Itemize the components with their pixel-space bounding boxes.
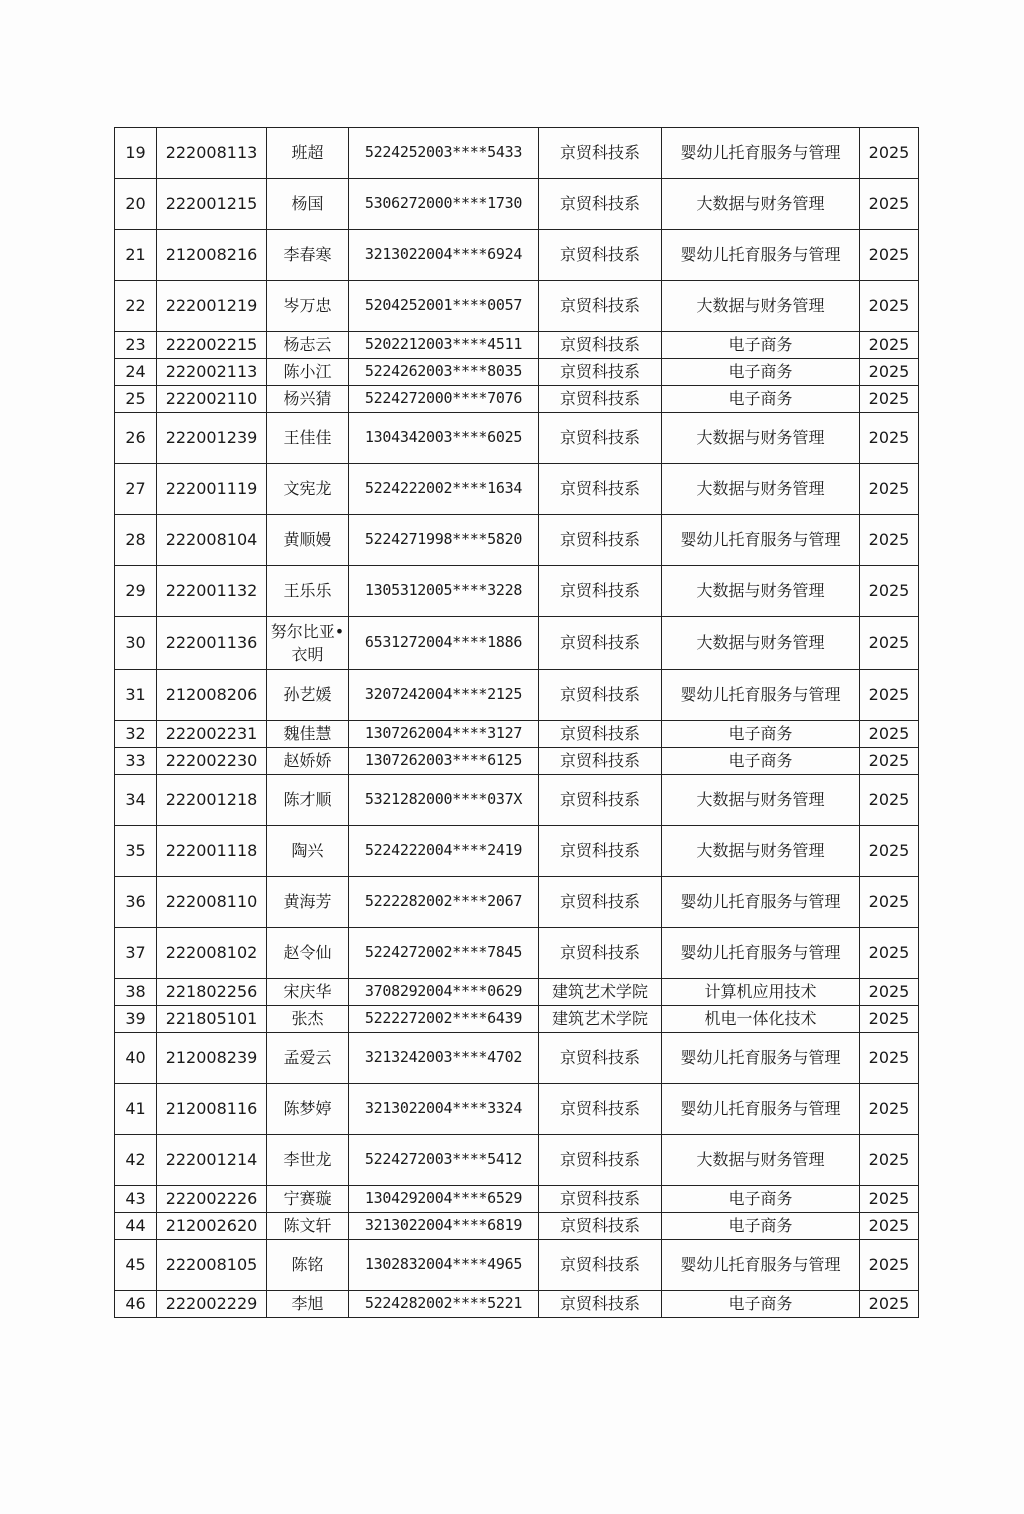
student-name-cell: 孙艺媛	[267, 670, 349, 721]
major-cell: 婴幼儿托育服务与管理	[662, 1033, 860, 1084]
graduation-year-cell: 2025	[860, 332, 919, 359]
id-number-cell: 1304292004****6529	[349, 1186, 539, 1213]
graduation-year-cell: 2025	[860, 721, 919, 748]
graduation-year-cell: 2025	[860, 1291, 919, 1318]
id-number-cell: 3708292004****0629	[349, 979, 539, 1006]
table-row	[115, 775, 919, 826]
student-name-cell: 孟爱云	[267, 1033, 349, 1084]
id-number-cell: 5204252001****0057	[349, 281, 539, 332]
graduation-year-cell: 2025	[860, 1084, 919, 1135]
student-name-cell: 努尔比亚•衣明	[267, 617, 349, 670]
graduation-year-cell: 2025	[860, 979, 919, 1006]
major-cell: 婴幼儿托育服务与管理	[662, 877, 860, 928]
table-row	[115, 928, 919, 979]
row-number-cell: 40	[115, 1033, 157, 1084]
table-row	[115, 1033, 919, 1084]
row-number-cell: 34	[115, 775, 157, 826]
id-number-cell: 5224282002****5221	[349, 1291, 539, 1318]
student-name-cell: 赵娇娇	[267, 748, 349, 775]
department-cell: 京贸科技系	[539, 617, 662, 670]
table-row	[115, 1213, 919, 1240]
student-id-cell: 222008113	[157, 128, 267, 179]
row-number-cell: 24	[115, 359, 157, 386]
graduation-year-cell: 2025	[860, 1033, 919, 1084]
major-cell: 大数据与财务管理	[662, 1135, 860, 1186]
student-name-cell: 张杰	[267, 1006, 349, 1033]
student-id-cell: 222001219	[157, 281, 267, 332]
student-id-cell: 222002229	[157, 1291, 267, 1318]
id-number-cell: 5222282002****2067	[349, 877, 539, 928]
department-cell: 京贸科技系	[539, 775, 662, 826]
id-number-cell: 5224252003****5433	[349, 128, 539, 179]
table-row	[115, 826, 919, 877]
department-cell: 建筑艺术学院	[539, 979, 662, 1006]
student-name-cell: 陈文轩	[267, 1213, 349, 1240]
graduation-year-cell: 2025	[860, 230, 919, 281]
student-name-cell: 杨兴猜	[267, 386, 349, 413]
row-number-cell: 22	[115, 281, 157, 332]
id-number-cell: 6531272004****1886	[349, 617, 539, 670]
major-cell: 大数据与财务管理	[662, 281, 860, 332]
graduation-year-cell: 2025	[860, 413, 919, 464]
row-number-cell: 20	[115, 179, 157, 230]
table-row	[115, 281, 919, 332]
major-cell: 机电一体化技术	[662, 1006, 860, 1033]
major-cell: 婴幼儿托育服务与管理	[662, 230, 860, 281]
department-cell: 京贸科技系	[539, 128, 662, 179]
table-row	[115, 128, 919, 179]
row-number-cell: 38	[115, 979, 157, 1006]
id-number-cell: 5224222004****2419	[349, 826, 539, 877]
major-cell: 大数据与财务管理	[662, 775, 860, 826]
row-number-cell: 29	[115, 566, 157, 617]
major-cell: 电子商务	[662, 1213, 860, 1240]
student-name-cell: 李春寒	[267, 230, 349, 281]
graduation-year-cell: 2025	[860, 359, 919, 386]
student-id-cell: 222008102	[157, 928, 267, 979]
row-number-cell: 27	[115, 464, 157, 515]
department-cell: 京贸科技系	[539, 748, 662, 775]
id-number-cell: 5321282000****037X	[349, 775, 539, 826]
graduation-year-cell: 2025	[860, 748, 919, 775]
department-cell: 京贸科技系	[539, 566, 662, 617]
table-row	[115, 617, 919, 670]
student-name-cell: 黄海芳	[267, 877, 349, 928]
graduation-year-cell: 2025	[860, 928, 919, 979]
department-cell: 京贸科技系	[539, 826, 662, 877]
student-id-cell: 222001118	[157, 826, 267, 877]
id-number-cell: 5224272000****7076	[349, 386, 539, 413]
row-number-cell: 35	[115, 826, 157, 877]
student-name-cell: 李世龙	[267, 1135, 349, 1186]
student-id-cell: 222002113	[157, 359, 267, 386]
graduation-year-cell: 2025	[860, 1135, 919, 1186]
id-number-cell: 5222272002****6439	[349, 1006, 539, 1033]
table-row	[115, 359, 919, 386]
student-name-cell: 陈小江	[267, 359, 349, 386]
department-cell: 京贸科技系	[539, 1033, 662, 1084]
table-row	[115, 1291, 919, 1318]
major-cell: 电子商务	[662, 1291, 860, 1318]
table-row	[115, 721, 919, 748]
id-number-cell: 1304342003****6025	[349, 413, 539, 464]
table-row	[115, 464, 919, 515]
major-cell: 婴幼儿托育服务与管理	[662, 1240, 860, 1291]
student-id-cell: 222002110	[157, 386, 267, 413]
student-name-cell: 陶兴	[267, 826, 349, 877]
major-cell: 大数据与财务管理	[662, 464, 860, 515]
table-row	[115, 1186, 919, 1213]
table-row	[115, 1135, 919, 1186]
graduation-year-cell: 2025	[860, 566, 919, 617]
id-number-cell: 3213022004****6819	[349, 1213, 539, 1240]
major-cell: 计算机应用技术	[662, 979, 860, 1006]
table-row	[115, 386, 919, 413]
student-id-cell: 222001218	[157, 775, 267, 826]
row-number-cell: 19	[115, 128, 157, 179]
row-number-cell: 43	[115, 1186, 157, 1213]
student-id-cell: 221802256	[157, 979, 267, 1006]
graduation-year-cell: 2025	[860, 1213, 919, 1240]
student-roster-table	[114, 127, 919, 1318]
major-cell: 大数据与财务管理	[662, 566, 860, 617]
student-name-cell: 班超	[267, 128, 349, 179]
student-name-cell: 杨国	[267, 179, 349, 230]
table-row	[115, 515, 919, 566]
major-cell: 婴幼儿托育服务与管理	[662, 928, 860, 979]
student-id-cell: 222001132	[157, 566, 267, 617]
table-row	[115, 413, 919, 464]
row-number-cell: 37	[115, 928, 157, 979]
student-id-cell: 212008216	[157, 230, 267, 281]
student-name-cell: 陈铭	[267, 1240, 349, 1291]
department-cell: 京贸科技系	[539, 670, 662, 721]
major-cell: 电子商务	[662, 359, 860, 386]
row-number-cell: 23	[115, 332, 157, 359]
major-cell: 婴幼儿托育服务与管理	[662, 670, 860, 721]
graduation-year-cell: 2025	[860, 670, 919, 721]
major-cell: 电子商务	[662, 1186, 860, 1213]
major-cell: 电子商务	[662, 386, 860, 413]
table-body	[115, 128, 919, 1318]
graduation-year-cell: 2025	[860, 386, 919, 413]
graduation-year-cell: 2025	[860, 1006, 919, 1033]
department-cell: 京贸科技系	[539, 332, 662, 359]
department-cell: 京贸科技系	[539, 1291, 662, 1318]
major-cell: 婴幼儿托育服务与管理	[662, 515, 860, 566]
major-cell: 大数据与财务管理	[662, 413, 860, 464]
student-id-cell: 222008110	[157, 877, 267, 928]
graduation-year-cell: 2025	[860, 1186, 919, 1213]
student-id-cell: 212008239	[157, 1033, 267, 1084]
department-cell: 京贸科技系	[539, 281, 662, 332]
row-number-cell: 45	[115, 1240, 157, 1291]
student-id-cell: 222002215	[157, 332, 267, 359]
graduation-year-cell: 2025	[860, 877, 919, 928]
row-number-cell: 26	[115, 413, 157, 464]
table-row	[115, 748, 919, 775]
department-cell: 京贸科技系	[539, 464, 662, 515]
row-number-cell: 41	[115, 1084, 157, 1135]
department-cell: 京贸科技系	[539, 721, 662, 748]
student-name-cell: 宋庆华	[267, 979, 349, 1006]
graduation-year-cell: 2025	[860, 775, 919, 826]
table-row	[115, 230, 919, 281]
table-row	[115, 979, 919, 1006]
student-id-cell: 222001119	[157, 464, 267, 515]
row-number-cell: 39	[115, 1006, 157, 1033]
major-cell: 婴幼儿托育服务与管理	[662, 128, 860, 179]
department-cell: 京贸科技系	[539, 359, 662, 386]
major-cell: 大数据与财务管理	[662, 617, 860, 670]
major-cell: 电子商务	[662, 332, 860, 359]
student-name-cell: 李旭	[267, 1291, 349, 1318]
id-number-cell: 1305312005****3228	[349, 566, 539, 617]
student-id-cell: 221805101	[157, 1006, 267, 1033]
id-number-cell: 3213242003****4702	[349, 1033, 539, 1084]
table-row	[115, 1084, 919, 1135]
id-number-cell: 1307262003****6125	[349, 748, 539, 775]
department-cell: 京贸科技系	[539, 928, 662, 979]
department-cell: 京贸科技系	[539, 877, 662, 928]
row-number-cell: 36	[115, 877, 157, 928]
student-id-cell: 222001136	[157, 617, 267, 670]
table-row	[115, 877, 919, 928]
major-cell: 电子商务	[662, 748, 860, 775]
id-number-cell: 5202212003****4511	[349, 332, 539, 359]
department-cell: 京贸科技系	[539, 1213, 662, 1240]
student-name-cell: 杨志云	[267, 332, 349, 359]
department-cell: 京贸科技系	[539, 230, 662, 281]
id-number-cell: 5224271998****5820	[349, 515, 539, 566]
student-name-cell: 黄顺嫚	[267, 515, 349, 566]
student-name-cell: 文宪龙	[267, 464, 349, 515]
student-id-cell: 222001214	[157, 1135, 267, 1186]
row-number-cell: 21	[115, 230, 157, 281]
student-name-cell: 岑万忠	[267, 281, 349, 332]
row-number-cell: 31	[115, 670, 157, 721]
table-row	[115, 1240, 919, 1291]
department-cell: 京贸科技系	[539, 386, 662, 413]
student-name-cell: 魏佳慧	[267, 721, 349, 748]
row-number-cell: 32	[115, 721, 157, 748]
student-name-cell: 王乐乐	[267, 566, 349, 617]
table-row	[115, 670, 919, 721]
student-name-cell: 陈才顺	[267, 775, 349, 826]
id-number-cell: 5306272000****1730	[349, 179, 539, 230]
student-id-cell: 222008104	[157, 515, 267, 566]
student-id-cell: 222008105	[157, 1240, 267, 1291]
student-id-cell: 212008116	[157, 1084, 267, 1135]
department-cell: 京贸科技系	[539, 179, 662, 230]
department-cell: 京贸科技系	[539, 1186, 662, 1213]
student-id-cell: 222002230	[157, 748, 267, 775]
id-number-cell: 3213022004****3324	[349, 1084, 539, 1135]
row-number-cell: 44	[115, 1213, 157, 1240]
student-name-cell: 陈梦婷	[267, 1084, 349, 1135]
student-name-cell: 宁赛璇	[267, 1186, 349, 1213]
id-number-cell: 1307262004****3127	[349, 721, 539, 748]
table-row	[115, 566, 919, 617]
table-row	[115, 1006, 919, 1033]
graduation-year-cell: 2025	[860, 826, 919, 877]
graduation-year-cell: 2025	[860, 1240, 919, 1291]
department-cell: 京贸科技系	[539, 515, 662, 566]
id-number-cell: 3207242004****2125	[349, 670, 539, 721]
student-id-cell: 212008206	[157, 670, 267, 721]
id-number-cell: 5224222002****1634	[349, 464, 539, 515]
student-name-cell: 赵令仙	[267, 928, 349, 979]
id-number-cell: 5224262003****8035	[349, 359, 539, 386]
table-row	[115, 179, 919, 230]
department-cell: 建筑艺术学院	[539, 1006, 662, 1033]
row-number-cell: 30	[115, 617, 157, 670]
student-id-cell: 222001239	[157, 413, 267, 464]
department-cell: 京贸科技系	[539, 1135, 662, 1186]
department-cell: 京贸科技系	[539, 1240, 662, 1291]
id-number-cell: 3213022004****6924	[349, 230, 539, 281]
id-number-cell: 5224272002****7845	[349, 928, 539, 979]
major-cell: 婴幼儿托育服务与管理	[662, 1084, 860, 1135]
graduation-year-cell: 2025	[860, 281, 919, 332]
major-cell: 大数据与财务管理	[662, 179, 860, 230]
id-number-cell: 1302832004****4965	[349, 1240, 539, 1291]
graduation-year-cell: 2025	[860, 128, 919, 179]
table-row	[115, 332, 919, 359]
graduation-year-cell: 2025	[860, 179, 919, 230]
major-cell: 电子商务	[662, 721, 860, 748]
major-cell: 大数据与财务管理	[662, 826, 860, 877]
id-number-cell: 5224272003****5412	[349, 1135, 539, 1186]
department-cell: 京贸科技系	[539, 1084, 662, 1135]
row-number-cell: 28	[115, 515, 157, 566]
graduation-year-cell: 2025	[860, 515, 919, 566]
department-cell: 京贸科技系	[539, 413, 662, 464]
row-number-cell: 46	[115, 1291, 157, 1318]
student-name-cell: 王佳佳	[267, 413, 349, 464]
row-number-cell: 42	[115, 1135, 157, 1186]
row-number-cell: 33	[115, 748, 157, 775]
graduation-year-cell: 2025	[860, 464, 919, 515]
student-id-cell: 222002231	[157, 721, 267, 748]
student-id-cell: 212002620	[157, 1213, 267, 1240]
row-number-cell: 25	[115, 386, 157, 413]
student-id-cell: 222002226	[157, 1186, 267, 1213]
student-id-cell: 222001215	[157, 179, 267, 230]
graduation-year-cell: 2025	[860, 617, 919, 670]
